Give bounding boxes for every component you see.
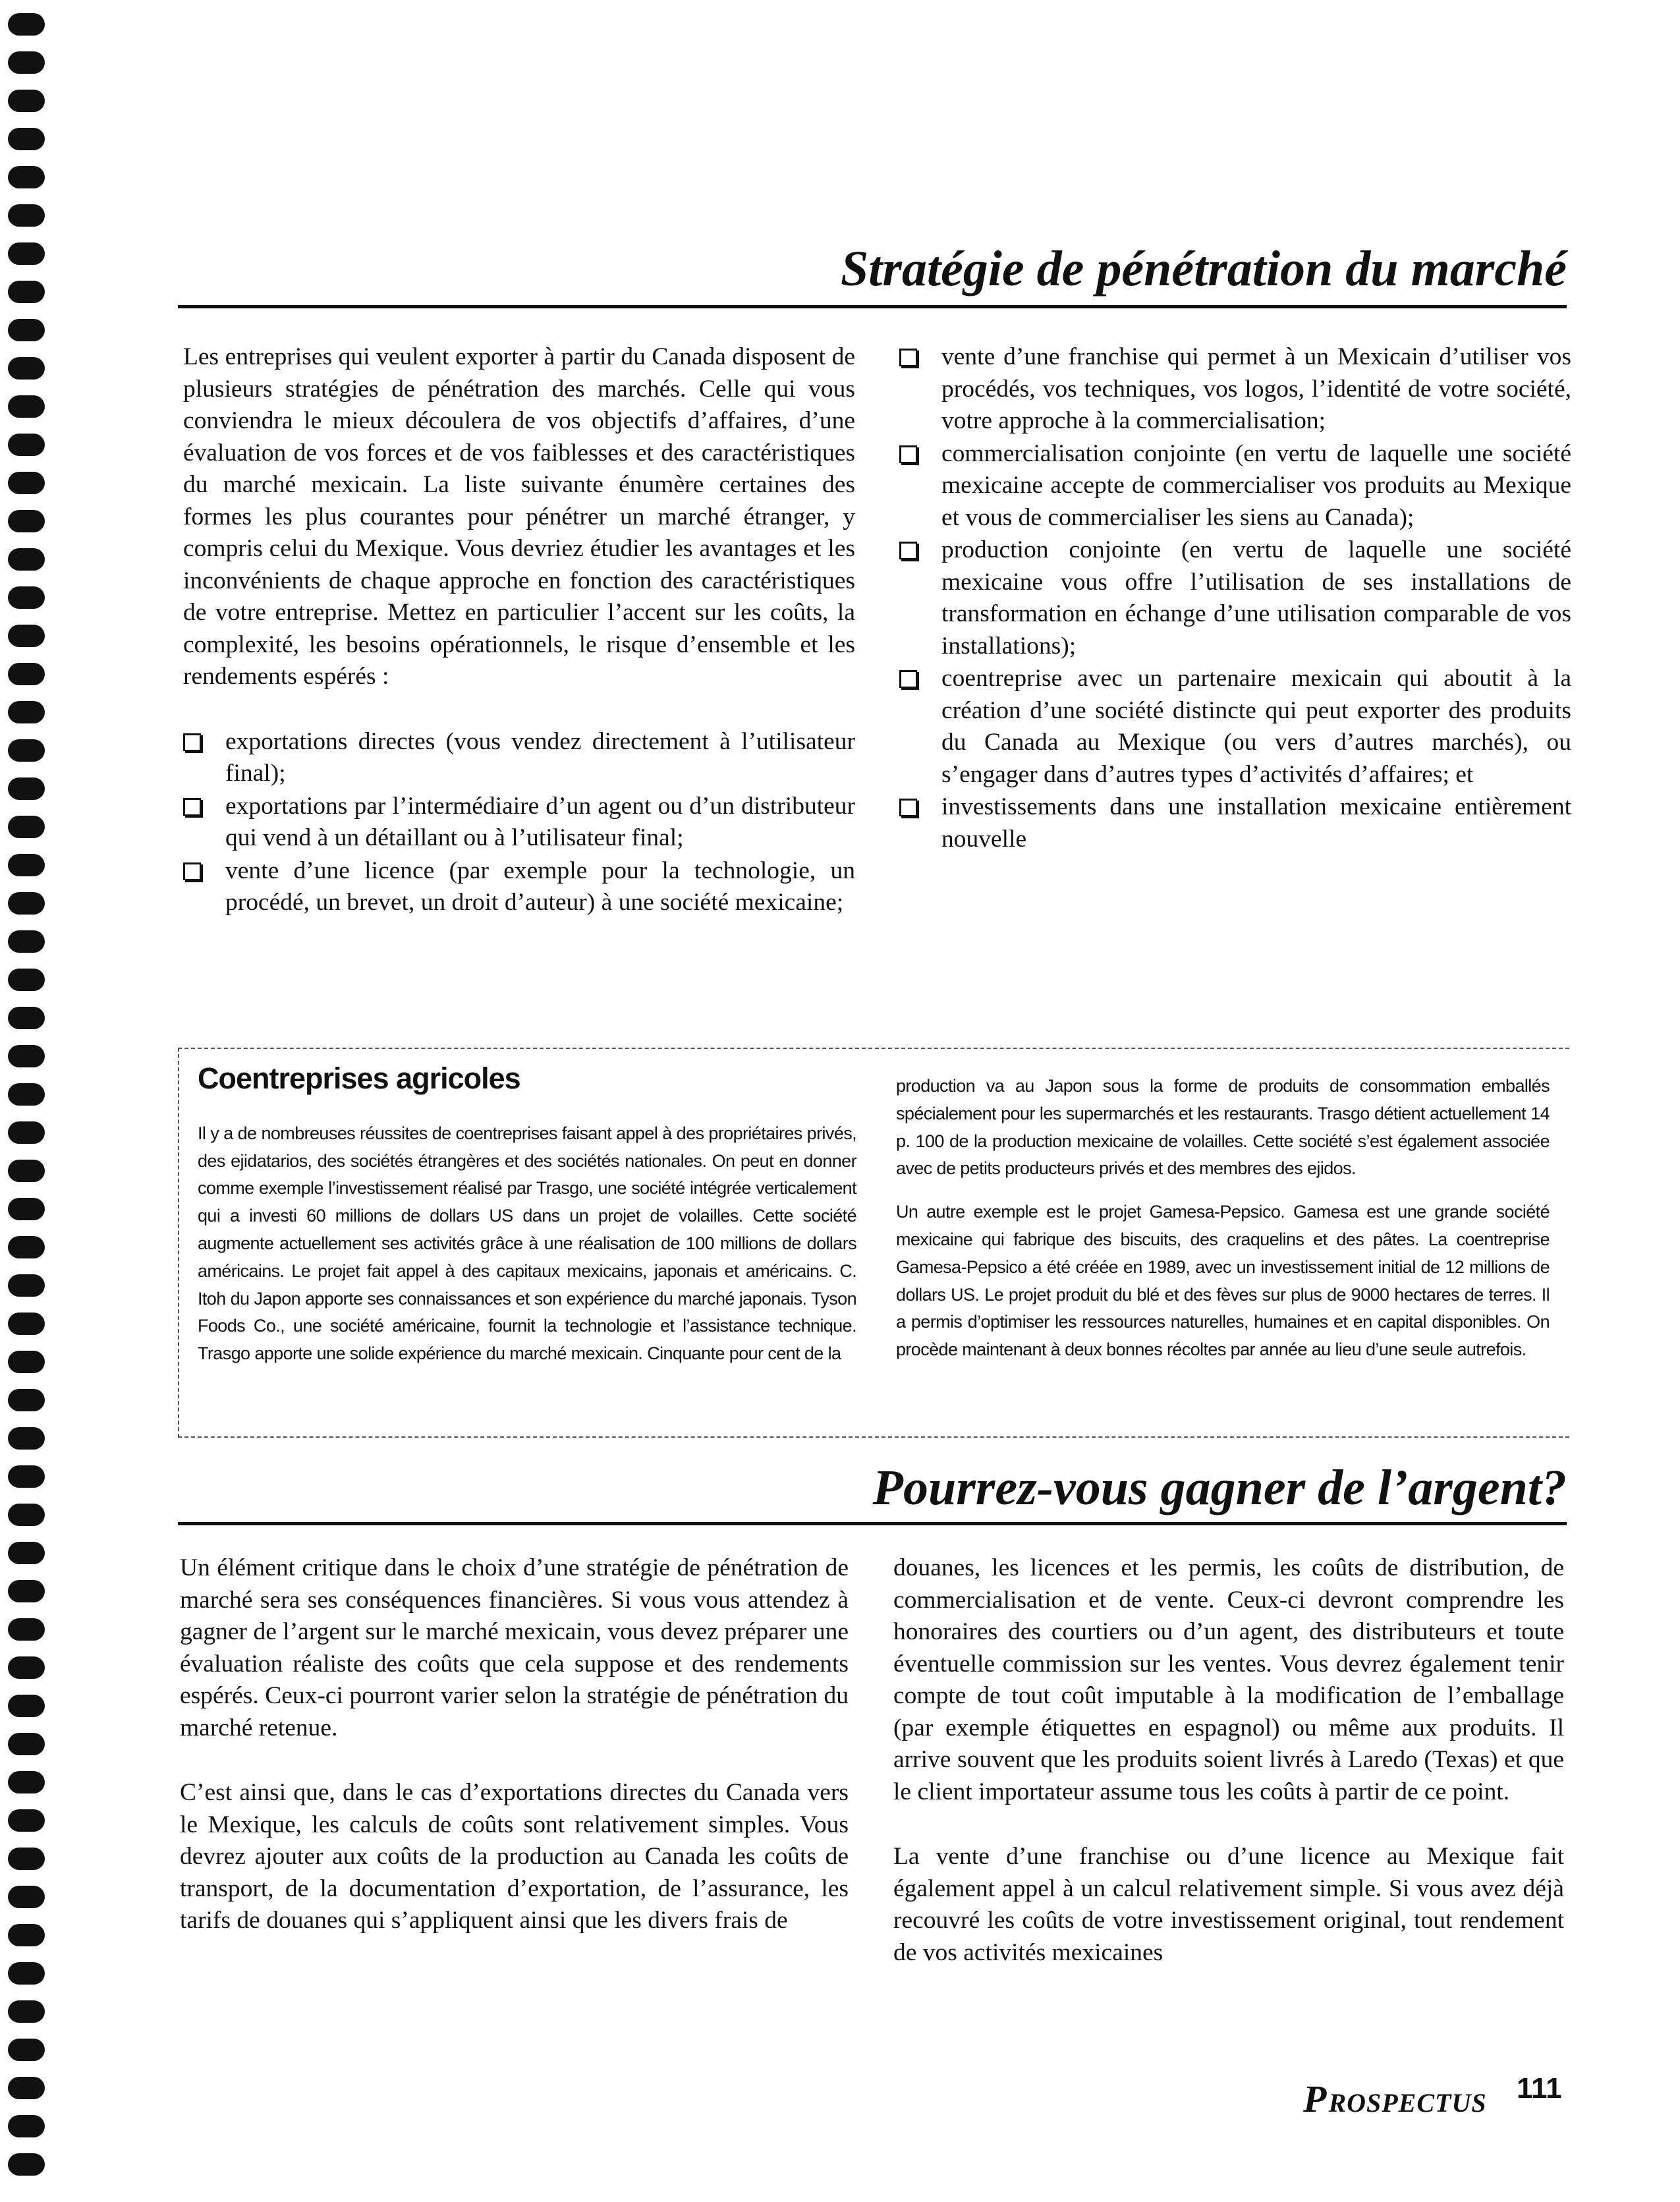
spiral-binding-hole-icon bbox=[8, 892, 45, 915]
body-paragraph: La vente d’une franchise ou d’une licence au Mexique fait également appel à un calcul relativement simple. Si vous avez déjà recouvré les coûts de votre investissement original, tout rendement de vos activités mexicaines bbox=[893, 1843, 1564, 1966]
spiral-binding-hole-icon bbox=[8, 548, 45, 571]
section1-left-column bbox=[183, 341, 855, 920]
spiral-binding-hole-icon bbox=[8, 1121, 45, 1144]
spiral-binding-hole-icon bbox=[8, 1656, 45, 1679]
spiral-binding-hole-icon bbox=[8, 854, 45, 876]
spiral-binding-hole-icon bbox=[8, 2153, 45, 2176]
spiral-binding-hole-icon bbox=[8, 2000, 45, 2023]
sidebar-right-column bbox=[896, 1073, 1550, 1380]
spiral-binding-hole-icon bbox=[8, 1733, 45, 1755]
checkbox-square-icon bbox=[899, 445, 917, 463]
section-title-market-strategy: Stratégie de pénétration du marché bbox=[841, 241, 1567, 296]
list-item: coentreprise avec un partenaire mexicain qui aboutit à la création d’une société distincte qui peut exporter des produits du Canada au Mexique (ou vers d’autres marchés), ou s’engager dans d’autres types d’activités d’affaires; et bbox=[899, 663, 1571, 791]
prospectus-logo: PROSPECTUS bbox=[1303, 2077, 1487, 2120]
checkbox-square-icon bbox=[183, 798, 201, 816]
spiral-binding-hole-icon bbox=[8, 625, 45, 647]
spiral-binding-hole-icon bbox=[8, 90, 45, 112]
spiral-binding-hole-icon bbox=[8, 2115, 45, 2137]
sidebar-title: Coentreprises agricoles bbox=[198, 1061, 520, 1095]
spiral-binding-hole-icon bbox=[8, 1351, 45, 1373]
body-paragraph: C’est ainsi que, dans le cas d’exportations directes du Canada vers le Mexique, les calculs de coûts sont relativement simples. Vous devrez ajouter aux coûts de la production au Canada les coûts de transport, de la documentation d’exportation, de l’assurance, les tarifs de douanes qui s’appliquent ainsi que les divers frais de bbox=[180, 1779, 849, 1934]
list-item: investissements dans une installation mexicaine entièrement nouvelle bbox=[899, 791, 1571, 855]
spiral-binding-hole-icon bbox=[8, 1160, 45, 1182]
spiral-binding-hole-icon bbox=[8, 1695, 45, 1717]
spiral-binding-hole-icon bbox=[8, 586, 45, 609]
spiral-binding-hole-icon bbox=[8, 1007, 45, 1029]
intro-paragraph: Les entreprises qui veulent exporter à partir du Canada disposent de plusieurs stratégies de pénétration des marchés. Celle qui vous conviendra le mieux découlera de vos objectifs d’affaires, d’une évaluation de vos forces et de vos faiblesses et des caractéristiques du marché mexicain. La liste suivante énumère certaines des formes les plus courantes pour pénétrer un marché étranger, y compris celui du Mexique. Vous devriez étudier les avantages et les inconvénients de chaque approche en fonction des caractéristiques de votre entreprise. Mettez en particulier l’accent sur les coûts, la complexité, les besoins opérationnels, le risque d’ensemble et les rendements espérés : bbox=[183, 343, 855, 690]
spiral-binding-hole-icon bbox=[8, 1083, 45, 1106]
spiral-binding bbox=[0, 13, 59, 2188]
spiral-binding-hole-icon bbox=[8, 1618, 45, 1641]
section-divider-rule bbox=[178, 305, 1567, 308]
checkbox-square-icon bbox=[899, 349, 917, 366]
list-item: production conjointe (en vertu de laquelle une société mexicaine vous offre l’utilisation de ses installations de transformation en échange d’une utilisation comparable de vos installations); bbox=[899, 534, 1571, 662]
spiral-binding-hole-icon bbox=[8, 1962, 45, 1985]
spiral-binding-hole-icon bbox=[8, 1389, 45, 1411]
spiral-binding-hole-icon bbox=[8, 472, 45, 494]
spiral-binding-hole-icon bbox=[8, 51, 45, 74]
spiral-binding-hole-icon bbox=[8, 1313, 45, 1335]
spiral-binding-hole-icon bbox=[8, 13, 45, 36]
spiral-binding-hole-icon bbox=[8, 319, 45, 341]
spiral-binding-hole-icon bbox=[8, 816, 45, 838]
section1-right-column bbox=[899, 341, 1571, 856]
spiral-binding-hole-icon bbox=[8, 357, 45, 380]
spiral-binding-hole-icon bbox=[8, 2039, 45, 2061]
spiral-binding-hole-icon bbox=[8, 1886, 45, 1908]
spiral-binding-hole-icon bbox=[8, 1809, 45, 1832]
page-number: 111 bbox=[1517, 2072, 1562, 2104]
spiral-binding-hole-icon bbox=[8, 739, 45, 762]
checkbox-square-icon bbox=[899, 799, 917, 816]
spiral-binding-hole-icon bbox=[8, 1924, 45, 1946]
list-item: exportations par l’intermédiaire d’un agent ou d’un distributeur qui vend à un détaillant ou à l’utilisateur final; bbox=[183, 791, 855, 855]
spiral-binding-hole-icon bbox=[8, 434, 45, 456]
spiral-binding-hole-icon bbox=[8, 1045, 45, 1067]
spiral-binding-hole-icon bbox=[8, 1848, 45, 1870]
section2-left-column bbox=[180, 1552, 849, 1937]
spiral-binding-hole-icon bbox=[8, 1236, 45, 1258]
list-item: exportations directes (vous vendez directement à l’utilisateur final); bbox=[183, 726, 855, 790]
strategy-list-left bbox=[183, 726, 855, 919]
spiral-binding-hole-icon bbox=[8, 1274, 45, 1297]
spiral-binding-hole-icon bbox=[8, 663, 45, 685]
checkbox-square-icon bbox=[183, 733, 201, 751]
spiral-binding-hole-icon bbox=[8, 1198, 45, 1220]
body-paragraph: douanes, les licences et les permis, les coûts de distribution, de commercialisation et de vente. Ceux-ci devront comprendre les honoraires des courtiers ou d’un agent, des distributeurs et toute éventuelle commission sur les ventes. Vous devrez également tenir compte de tout coût imputable à la modification de l’emballage (par exemple étiquettes en espagnol) ou même aux produits. Il arrive souvent que les produits soient livrés à Laredo (Texas) et que le client importateur assume tous les coûts à partir de ce point. bbox=[893, 1554, 1564, 1805]
list-item: commercialisation conjointe (en vertu de laquelle une société mexicaine accepte de commercialiser vos produits au Mexique et vous de commercialiser les siens au Canada); bbox=[899, 438, 1571, 534]
spiral-binding-hole-icon bbox=[8, 242, 45, 265]
body-paragraph: Un élément critique dans le choix d’une stratégie de pénétration de marché sera ses conséquences financières. Si vous vous attendez à gagner de l’argent sur le marché mexicain, vous devez préparer une évaluation réaliste des coûts que cela suppose et des rendements espérés. Ceux-ci pourront varier selon la stratégie de pénétration du marché retenue. bbox=[180, 1554, 849, 1741]
strategy-list-right bbox=[899, 341, 1571, 855]
sidebar-agricultural-joint-ventures bbox=[178, 1048, 1569, 1438]
spiral-binding-hole-icon bbox=[8, 1465, 45, 1488]
sidebar-paragraph: production va au Japon sous la forme de produits de consommation emballés spécialement pour les supermarchés et les restaurants. Trasgo détient actuellement 14 p. 100 de la production mexicaine de volailles. Cette société s’est également associée avec de petits producteurs privés et des membres des ejidos. bbox=[896, 1076, 1550, 1179]
spiral-binding-hole-icon bbox=[8, 166, 45, 188]
sidebar-paragraph: Un autre exemple est le projet Gamesa-Pepsico. Gamesa est une grande société mexicaine qui fabrique des biscuits, des craquelins et des pâtes. La coentreprise Gamesa-Pepsico a été créée en 1989, avec un investissement initial de 12 millions de dollars US. Le projet produit du blé et des fèves sur plus de 9000 hectares de terres. Il a permis d’optimiser les ressources naturelles, humaines et en capital disponibles. On procède maintenant à deux bonnes récoltes par année au lieu d’une seule autrefois. bbox=[896, 1202, 1550, 1360]
list-item: vente d’une licence (par exemple pour la technologie, un procédé, un brevet, un droit d’auteur) à une société mexicaine; bbox=[183, 855, 855, 919]
spiral-binding-hole-icon bbox=[8, 510, 45, 532]
checkbox-square-icon bbox=[899, 542, 917, 559]
sidebar-paragraph: Il y a de nombreuses réussites de coentreprises faisant appel à des propriétaires privés, des ejidatarios, des sociétés étrangères et des sociétés nationales. On peut en donner comme exemple l’investissement réalisé par Trasgo, une société intégrée verticalement qui a investi 60 millions de dollars US dans un projet de volailles. Cette société augmente actuellement ses activités grâce à une réalisation de 100 millions de dollars américains. Le projet fait appel à des capitaux mexicains, japonais et américains. C. Itoh du Japon apporte ses connaissances et son expérience du marché japonais. Tyson Foods Co., une société américaine, fournit la technologie et l’assistance technique. Trasgo apporte une solide expérience du marché mexicain. Cinquante pour cent de la bbox=[198, 1123, 856, 1364]
spiral-binding-hole-icon bbox=[8, 777, 45, 800]
checkbox-square-icon bbox=[899, 670, 917, 688]
list-item: vente d’une franchise qui permet à un Mexicain d’utiliser vos procédés, vos techniques, vos logos, l’identité de votre société, votre approche à la commercialisation; bbox=[899, 341, 1571, 438]
spiral-binding-hole-icon bbox=[8, 1542, 45, 1564]
spiral-binding-hole-icon bbox=[8, 1427, 45, 1450]
spiral-binding-hole-icon bbox=[8, 281, 45, 303]
spiral-binding-hole-icon bbox=[8, 2077, 45, 2099]
spiral-binding-hole-icon bbox=[8, 1771, 45, 1793]
spiral-binding-hole-icon bbox=[8, 395, 45, 418]
spiral-binding-hole-icon bbox=[8, 204, 45, 227]
spiral-binding-hole-icon bbox=[8, 128, 45, 150]
section-title-make-money: Pourrez-vous gagner de l’argent? bbox=[872, 1460, 1567, 1515]
section2-right-column bbox=[893, 1552, 1564, 1969]
spiral-binding-hole-icon bbox=[8, 1580, 45, 1602]
section-divider-rule bbox=[178, 1522, 1567, 1525]
spiral-binding-hole-icon bbox=[8, 969, 45, 991]
spiral-binding-hole-icon bbox=[8, 1504, 45, 1526]
spiral-binding-hole-icon bbox=[8, 930, 45, 953]
checkbox-square-icon bbox=[183, 862, 201, 880]
spiral-binding-hole-icon bbox=[8, 701, 45, 723]
sidebar-left-column bbox=[198, 1049, 856, 1384]
